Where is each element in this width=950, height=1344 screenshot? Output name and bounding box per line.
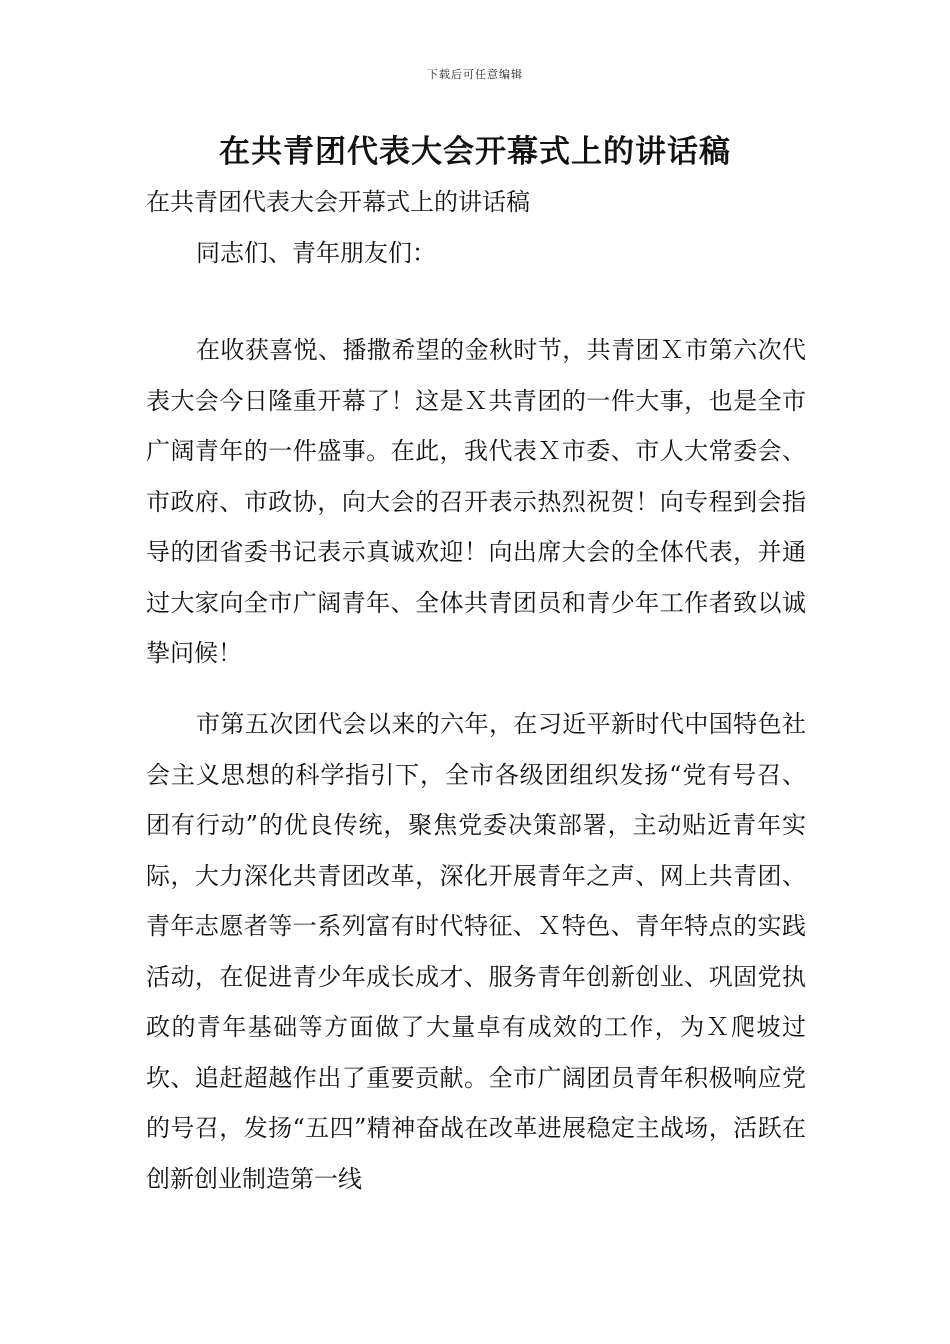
document-subtitle: 在共青团代表大会开幕式上的讲话稿 xyxy=(146,188,530,216)
body-paragraph: 在收获喜悦、播撒希望的金秋时节，共青团Ｘ市第六次代表大会今日隆重开幕了！这是Ｘ共青团的一件大事，也是全市广阔青年的一件盛事。在此，我代表Ｘ市委、市人大常委会、市政府、市政协，向大会的召开表示热烈祝贺！向专程到会指导的团省委书记表示真诚欢迎！向出席大会的全体代表，并通过大家向全市广阔青年、全体共青团员和青少年工作者致以诚挚问候！ xyxy=(146,336,806,667)
greeting-line: 同志们、青年朋友们： xyxy=(196,239,436,267)
header-note: 下载后可任意编辑 xyxy=(427,68,523,81)
document-title: 在共青团代表大会开幕式上的讲话稿 xyxy=(219,134,731,170)
body-paragraph: 市第五次团代会以来的六年，在习近平新时代中国特色社会主义思想的科学指引下，全市各级团组织发扬“党有号召、团有行动”的优良传统，聚焦党委决策部署，主动贴近青年实际，大力深化共青团改革，深化开展青年之声、网上共青团、青年志愿者等一系列富有时代特征、Ｘ特色、青年特点的实践活动，在促进青少年成长成才、服务青年创新创业、巩固党执政的青年基础等方面做了大量卓有成效的工作，为Ｘ爬坡过坎、追赶超越作出了重要贡献。全市广阔团员青年积极响应党的号召，发扬“五四”精神奋战在改革进展稳定主战场，活跃在创新创业制造第一线 xyxy=(146,710,806,1193)
